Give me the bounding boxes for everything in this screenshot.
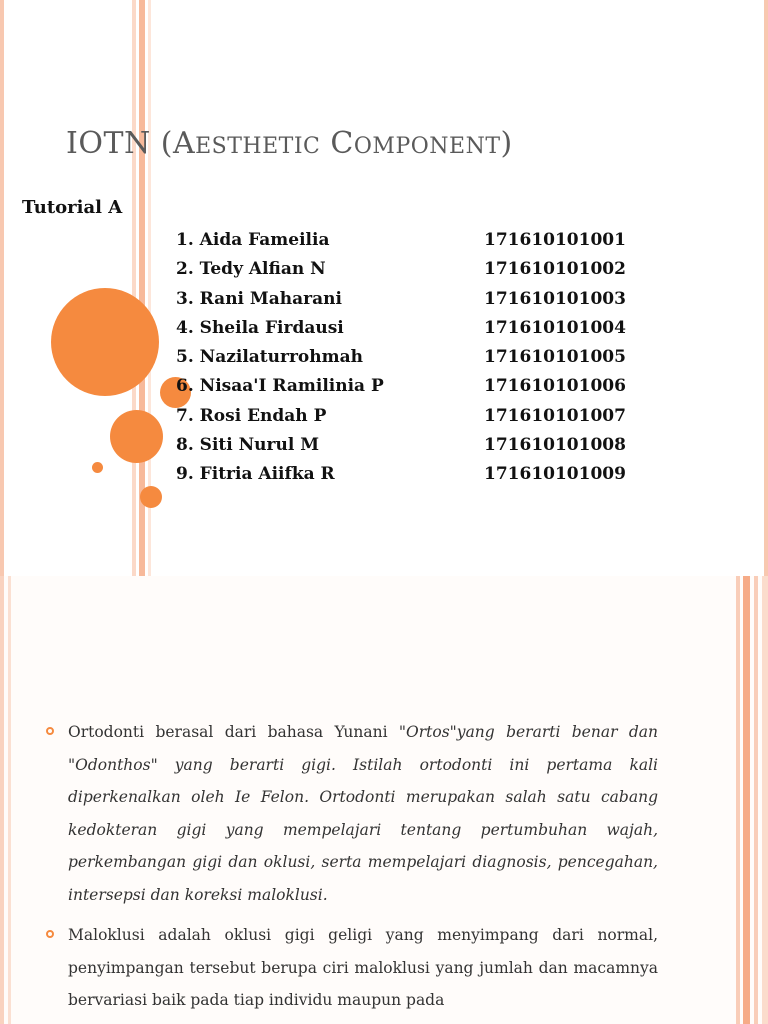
decor-stripe — [764, 0, 768, 576]
decor-circle-large — [51, 288, 159, 396]
slide-title-text: IOTN (AESTHETIC COMPONENT) — [66, 126, 513, 161]
paragraph-ortodonti — [46, 716, 658, 911]
list-item — [176, 226, 636, 255]
member-list — [176, 226, 636, 490]
decor-circle — [110, 410, 163, 463]
decor-circle — [140, 486, 162, 508]
decor-stripe — [736, 576, 740, 1024]
member-name: 7. Rosi Endah P — [176, 405, 327, 426]
decor-stripe — [0, 0, 4, 576]
member-name: 2. Tedy Alfian N — [176, 259, 326, 280]
list-item — [176, 402, 636, 431]
decor-stripe — [762, 576, 768, 1024]
subtitle: Tutorial A — [22, 197, 123, 218]
member-id: 171610101007 — [484, 405, 626, 426]
paragraph-text-italic: "Ortos"yang berarti benar dan "Odonthos" yang berarti gigi. Istilah ortodonti ini pertama kali diperkenalkan oleh Ie Felon. Ortodonti merupakan salah satu cabang kedokteran gigi yang mempelajari tentang pertumbuhan wajah, perkembangan gigi dan oklusi, serta mempelajari diagnosis, pencegahan, intersepsi dan koreksi maloklusi. — [68, 723, 658, 904]
decor-stripe — [754, 576, 758, 1024]
member-name: 3. Rani Maharani — [176, 288, 342, 309]
list-item — [176, 431, 636, 460]
list-item — [176, 343, 636, 372]
list-item — [176, 314, 636, 343]
member-id: 171610101005 — [484, 347, 626, 368]
member-id: 171610101008 — [484, 435, 626, 456]
member-id: 171610101006 — [484, 376, 626, 397]
member-name: 8. Siti Nurul M — [176, 435, 320, 456]
decor-stripe — [8, 576, 11, 1024]
decor-stripe — [743, 576, 750, 1024]
member-name: 6. Nisaa'I Ramilinia P — [176, 376, 384, 397]
paragraph-text: Maloklusi adalah oklusi gigi geligi yang menyimpang dari normal, penyimpangan tersebut berupa ciri maloklusi yang jumlah dan macamnya bervariasi baik pada tiap individu maupun pada — [68, 926, 658, 1009]
decor-circle-small — [92, 462, 103, 473]
decor-stripe — [132, 0, 136, 576]
list-item — [176, 372, 636, 401]
decor-stripe — [0, 576, 4, 1024]
member-name: 4. Sheila Firdausi — [176, 317, 344, 338]
list-item — [176, 255, 636, 284]
member-id: 171610101004 — [484, 317, 626, 338]
paragraph-text: Ortodonti berasal dari bahasa Yunani — [68, 723, 399, 741]
bullet-circle-icon — [46, 727, 54, 735]
bullet-circle-icon — [46, 930, 54, 938]
member-name: 9. Fitria Aiifka R — [176, 464, 335, 485]
member-name: 1. Aida Fameilia — [176, 230, 330, 250]
member-id: 171610101009 — [484, 464, 626, 485]
member-id: 171610101001 — [484, 230, 626, 250]
paragraph-maloklusi — [46, 919, 658, 1017]
member-id: 171610101002 — [484, 259, 626, 280]
member-id: 171610101003 — [484, 288, 626, 309]
member-name: 5. Nazilaturrohmah — [176, 347, 363, 368]
list-item — [176, 285, 636, 314]
list-item — [176, 460, 636, 489]
